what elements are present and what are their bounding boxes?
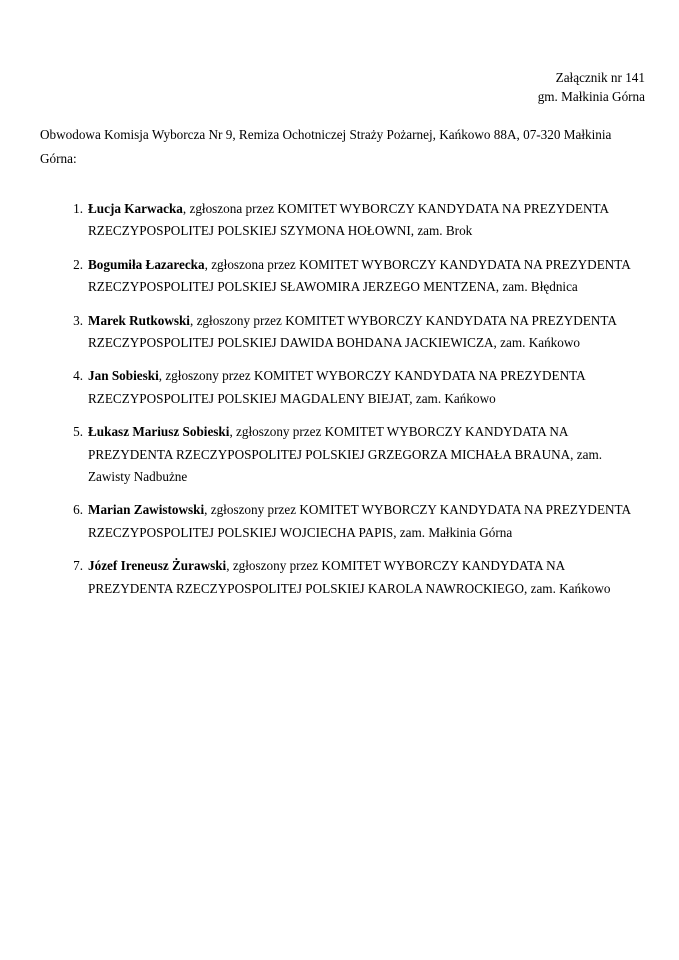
candidate-committee-and-residence: , zgłoszony przez KOMITET WYBORCZY KANDYDATA NA PREZYDENTA RZECZYPOSPOLITEJ POLSKIEJ KAROLA NAWROCKIEGO, zam. Kańkowo <box>88 558 611 596</box>
candidate-text <box>88 555 640 600</box>
candidate-committee-and-residence: , zgłoszony przez KOMITET WYBORCZY KANDYDATA NA PREZYDENTA RZECZYPOSPOLITEJ POLSKIEJ WOJCIECHA PAPIS, zam. Małkinia Górna <box>88 502 631 540</box>
candidate-number: 3. <box>73 312 83 328</box>
candidate-entry <box>40 310 640 355</box>
candidate-entry <box>40 499 640 544</box>
candidate-entry <box>40 365 640 410</box>
candidate-text <box>88 499 640 544</box>
candidate-list <box>40 198 640 600</box>
candidate-text <box>88 254 640 299</box>
municipality-name: gm. Małkinia Górna <box>537 89 645 104</box>
candidate-committee-and-residence: , zgłoszony przez KOMITET WYBORCZY KANDYDATA NA PREZYDENTA RZECZYPOSPOLITEJ POLSKIEJ MAGDALENY BIEJAT, zam. Kańkowo <box>88 368 585 406</box>
candidate-entry <box>40 254 640 299</box>
candidate-committee-and-residence: , zgłoszony przez KOMITET WYBORCZY KANDYDATA NA PREZYDENTA RZECZYPOSPOLITEJ POLSKIEJ DAWIDA BOHDANA JACKIEWICZA, zam. Kańkowo <box>88 312 617 351</box>
candidate-number: 2. <box>73 256 83 272</box>
candidate-entry <box>40 421 640 488</box>
commission-heading: Obwodowa Komisja Wyborcza Nr 9, Remiza Ochotniczej Straży Pożarnej, Kańkowo 88A, 07-320 Małkinia Górna: <box>40 127 612 166</box>
candidate-name: Łucja Karwacka <box>88 201 183 216</box>
candidate-number: 4. <box>73 368 83 384</box>
candidate-entry <box>40 198 640 243</box>
candidate-name: Bogumiła Łazarecka <box>88 256 205 272</box>
document-header <box>538 68 645 106</box>
candidate-text <box>88 310 640 355</box>
candidate-text <box>88 421 640 488</box>
candidate-entry <box>40 555 640 600</box>
candidate-number: 6. <box>73 502 83 518</box>
candidate-committee-and-residence: , zgłoszona przez KOMITET WYBORCZY KANDYDATA NA PREZYDENTA RZECZYPOSPOLITEJ POLSKIEJ SŁAWOMIRA JERZEGO MENTZENA, zam. Błędnica <box>88 256 631 295</box>
candidate-number: 7. <box>73 558 83 574</box>
candidate-number: 5. <box>73 424 83 440</box>
candidate-name: Marian Zawistowski <box>88 502 205 518</box>
candidate-name: Jan Sobieski <box>88 368 159 384</box>
candidate-committee-and-residence: , zgłoszony przez KOMITET WYBORCZY KANDYDATA NA PREZYDENTA RZECZYPOSPOLITEJ POLSKIEJ GRZEGORZA MICHAŁA BRAUNA, zam. Zawisty Nadbużne <box>88 424 602 485</box>
candidate-committee-and-residence: , zgłoszona przez KOMITET WYBORCZY KANDYDATA NA PREZYDENTA RZECZYPOSPOLITEJ POLSKIEJ SZYMONA HOŁOWNI, zam. Brok <box>88 201 609 239</box>
attachment-number: Załącznik nr 141 <box>555 70 645 85</box>
candidate-text <box>88 198 640 243</box>
candidate-name: Józef Ireneusz Żurawski <box>88 558 227 574</box>
candidate-name: Marek Rutkowski <box>88 312 190 328</box>
candidate-number: 1. <box>73 201 83 216</box>
candidate-name: Łukasz Mariusz Sobieski <box>88 424 230 440</box>
candidate-text <box>88 365 640 410</box>
